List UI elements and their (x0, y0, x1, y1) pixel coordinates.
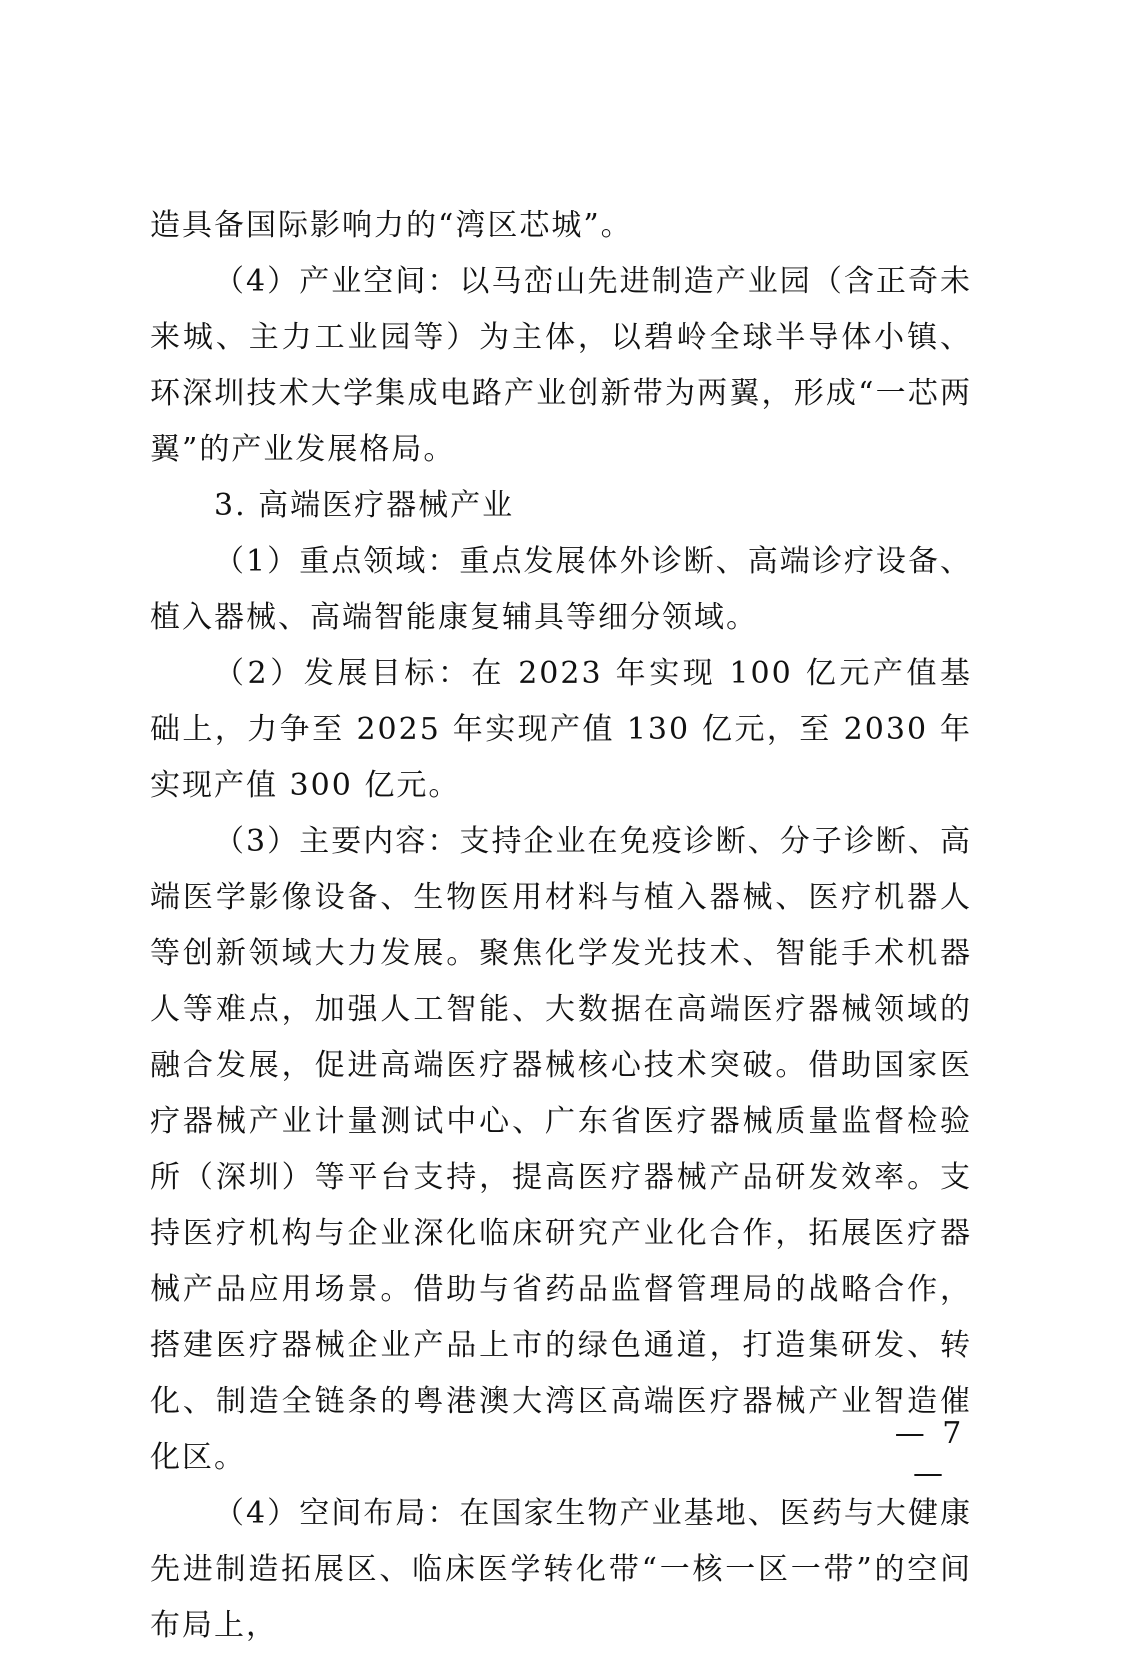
paragraph-development-goals: （2）发展目标：在 2023 年实现 100 亿元产值基础上，力争至 2025 年实现产值 130 亿元，至 2030 年实现产值 300 亿元。 (150, 656, 972, 803)
section-heading-medical-devices: 3. 高端医疗器械产业 (214, 488, 515, 523)
paragraph-spatial-layout: （4）空间布局：在国家生物产业基地、医药与大健康先进制造拓展区、临床医学转化带“一核一区一带”的空间布局上， (150, 1496, 972, 1643)
paragraph-main-content: （3）主要内容：支持企业在免疫诊断、分子诊断、高端医学影像设备、生物医用材料与植入器械、医疗机器人等创新领域大力发展。聚焦化学发光技术、智能手术机器人等难点，加强人工智能、大数据在高端医疗器械领域的融合发展，促进高端医疗器械核心技术突破。借助国家医疗器械产业计量测试中心、广东省医疗器械质量监督检验所（深圳）等平台支持，提高医疗器械产品研发效率。支持医疗机构与企业深化临床研究产业化合作，拓展医疗器械产品应用场景。借助与省药品监督管理局的战略合作，搭建医疗器械企业产品上市的绿色通道，打造集研发、转化、制造全链条的粤港澳大湾区高端医疗器械产业智造催化区。 (150, 824, 972, 1475)
paragraph-continuation: 造具备国际影响力的“湾区芯城”。 (150, 208, 633, 243)
paragraph-industrial-space: （4）产业空间：以马峦山先进制造产业园（含正奇未来城、主力工业园等）为主体，以碧岭全球半导体小镇、环深圳技术大学集成电路产业创新带为两翼，形成“一芯两翼”的产业发展格局。 (150, 264, 972, 467)
document-body (150, 198, 972, 1654)
paragraph-key-fields: （1）重点领域：重点发展体外诊断、高端诊疗设备、植入器械、高端智能康复辅具等细分领域。 (150, 544, 972, 635)
page-number: — 7 — (894, 1416, 966, 1491)
